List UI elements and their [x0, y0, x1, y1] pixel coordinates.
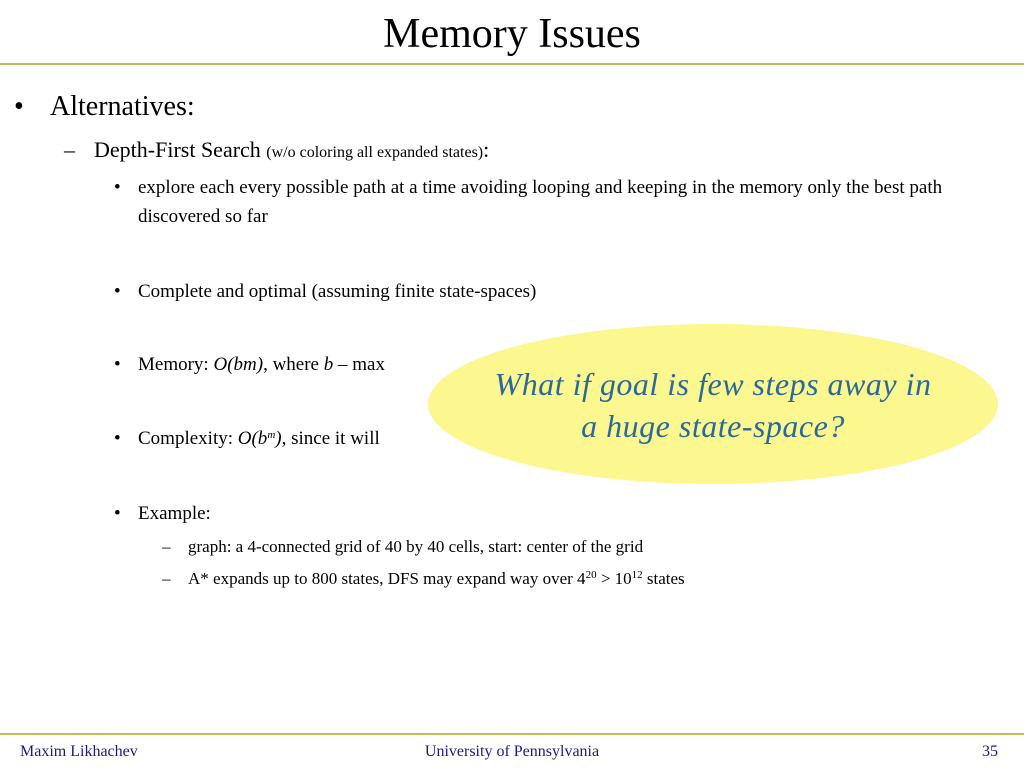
example-grid-text: graph: a 4-connected grid of 40 by 40 cells, start: center of the grid [188, 537, 644, 556]
astar-pre: A* expands up to 800 states, DFS may expand way over 4 [188, 569, 586, 588]
callout-line1: What if goal is few steps away in [494, 366, 932, 402]
footer-author: Maxim Likhachev [20, 743, 138, 760]
example-label: Example: [138, 503, 211, 524]
complexity-close: ) [275, 428, 282, 449]
bullet-dot-icon: • [114, 503, 121, 524]
dash-icon: – [162, 537, 171, 556]
slide-title: Memory Issues [383, 11, 641, 57]
bullet-dot-icon: • [14, 91, 24, 122]
memory-b: b [323, 354, 334, 375]
complexity-o: O(b [237, 428, 268, 449]
complete-text: Complete and optimal (assuming finite state-spaces) [138, 281, 537, 302]
dfs-note: (w/o coloring all expanded states) [266, 144, 484, 161]
complexity-tail: , since it will [281, 428, 380, 449]
explore-text: explore each every possible path at a time avoiding looping and keeping in the memory only the best path discovered so far [138, 177, 943, 227]
bullet-dot-icon: • [114, 177, 121, 198]
footer-page-number: 35 [982, 743, 998, 760]
complexity-formula [238, 428, 282, 449]
astar-exp1: 20 [585, 569, 597, 581]
astar-post: states [642, 569, 685, 588]
footer-university: University of Pennsylvania [424, 743, 600, 760]
dfs-heading [94, 136, 489, 167]
memory-formula: O(bm) [213, 354, 264, 375]
alternatives-label: Alternatives: [50, 91, 195, 122]
example-astar-text [188, 567, 685, 591]
bullet-dot-icon: • [114, 428, 121, 449]
title-divider [0, 63, 1024, 65]
astar-gt: > 10 [596, 569, 632, 588]
callout-text [428, 363, 998, 447]
bullet-dot-icon: • [114, 281, 121, 302]
memory-label: Memory: [138, 354, 209, 375]
dfs-title: Depth-First Search [94, 137, 261, 162]
memory-tail: – max [333, 354, 385, 375]
memory-rest: , where [263, 354, 324, 375]
dash-icon: – [64, 137, 75, 162]
complexity-label: Complexity: [138, 428, 233, 449]
dfs-colon: : [483, 137, 490, 162]
astar-exp2: 12 [631, 569, 643, 581]
footer-divider [0, 733, 1024, 735]
callout-line2: a huge state-space? [581, 408, 845, 444]
bullet-dot-icon: • [114, 354, 121, 375]
dash-icon: – [162, 569, 171, 588]
complexity-sup: m [267, 429, 276, 441]
